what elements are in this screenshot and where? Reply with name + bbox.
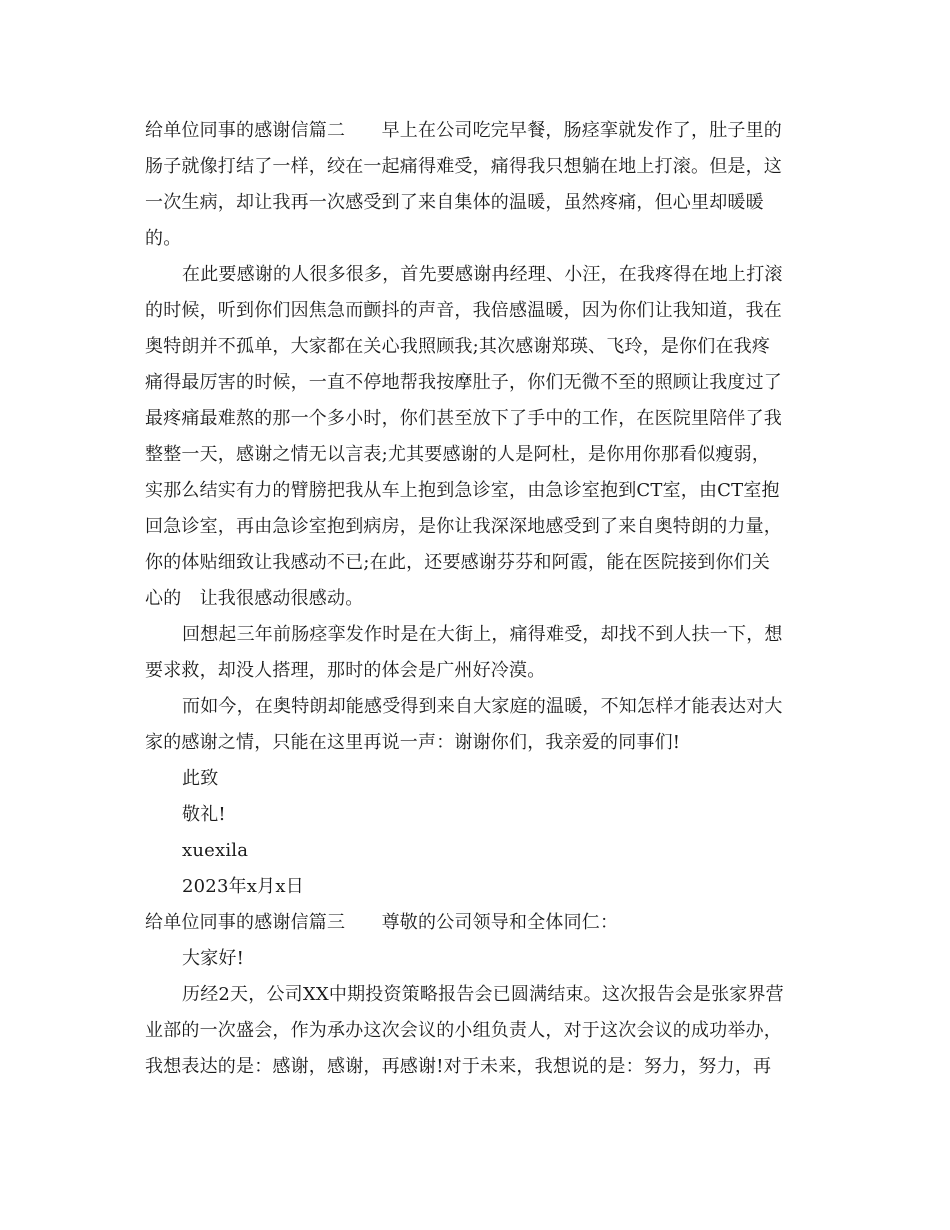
text-line: 的时候，听到你们因焦急而颤抖的声音，我倍感温暖，因为你们让我知道，我在 bbox=[145, 300, 782, 321]
text-line: 回急诊室，再由急诊室抱到病房，是你让我深深地感受到了来自奥特朗的力量， bbox=[145, 516, 782, 537]
text-line: 一次生病，却让我再一次感受到了来自集体的温暖，虽然疼痛，但心里却暖暖 bbox=[145, 192, 764, 213]
text-line: 在此要感谢的人很多很多，首先要感谢冉经理、小汪，在我疼得在地上打滚 bbox=[182, 264, 783, 285]
closing-line: 此致 bbox=[182, 768, 219, 789]
signature-name: xuexila bbox=[182, 840, 249, 861]
text-line: 心的 让我很感动很感动。 bbox=[145, 588, 364, 609]
text-line: 回想起三年前肠痉挛发作时是在大街上，痛得难受，却找不到人扶一下，想 bbox=[182, 624, 783, 645]
text-line: 要求救，却没人搭理，那时的体会是广州好冷漠。 bbox=[145, 660, 546, 681]
text-line: 你的体贴细致让我感动不已;在此，还要感谢芬芬和阿霞，能在医院接到你们关 bbox=[145, 552, 771, 573]
text-line: 业部的一次盛会，作为承办这次会议的小组负责人，对于这次会议的成功举办， bbox=[145, 1020, 782, 1041]
section-heading: 给单位同事的感谢信篇三 尊敬的公司领导和全体同仁： bbox=[145, 912, 619, 933]
text-line: 肠子就像打结了一样，绞在一起痛得难受，痛得我只想躺在地上打滚。但是，这 bbox=[145, 156, 782, 177]
text-line: 实那么结实有力的臂膀把我从车上抱到急诊室，由急诊室抱到CT室，由CT室抱 bbox=[145, 480, 780, 501]
text-line: 最疼痛最难熬的那一个多小时，你们甚至放下了手中的工作，在医院里陪伴了我 bbox=[145, 408, 782, 429]
text-line: 的。 bbox=[145, 228, 182, 249]
signature-date: 2023年x月x日 bbox=[182, 876, 304, 897]
text-line: 历经2天，公司XX中期投资策略报告会已圆满结束。这次报告会是张家界营 bbox=[182, 984, 784, 1005]
closing-line: 敬礼! bbox=[182, 804, 226, 825]
text-line: 大家好! bbox=[182, 948, 245, 969]
text-line: 奥特朗并不孤单，大家都在关心我照顾我;其次感谢郑瑛、飞玲，是你们在我疼 bbox=[145, 336, 771, 357]
text-line: 家的感谢之情，只能在这里再说一声：谢谢你们，我亲爱的同事们! bbox=[145, 732, 681, 753]
text-line: 我想表达的是：感谢，感谢，再感谢!对于未来，我想说的是：努力，努力，再 bbox=[145, 1056, 772, 1077]
text-line: 而如今，在奥特朗却能感受得到来自大家庭的温暖，不知怎样才能表达对大 bbox=[182, 696, 783, 717]
text-line: 痛得最厉害的时候，一直不停地帮我按摩肚子，你们无微不至的照顾让我度过了 bbox=[145, 372, 782, 393]
text-line: 给单位同事的感谢信篇二 早上在公司吃完早餐，肠痉挛就发作了，肚子里的 bbox=[145, 120, 782, 141]
text-line: 整整一天，感谢之情无以言表;尤其要感谢的人是阿杜，是你用你那看似瘦弱， bbox=[145, 444, 771, 465]
